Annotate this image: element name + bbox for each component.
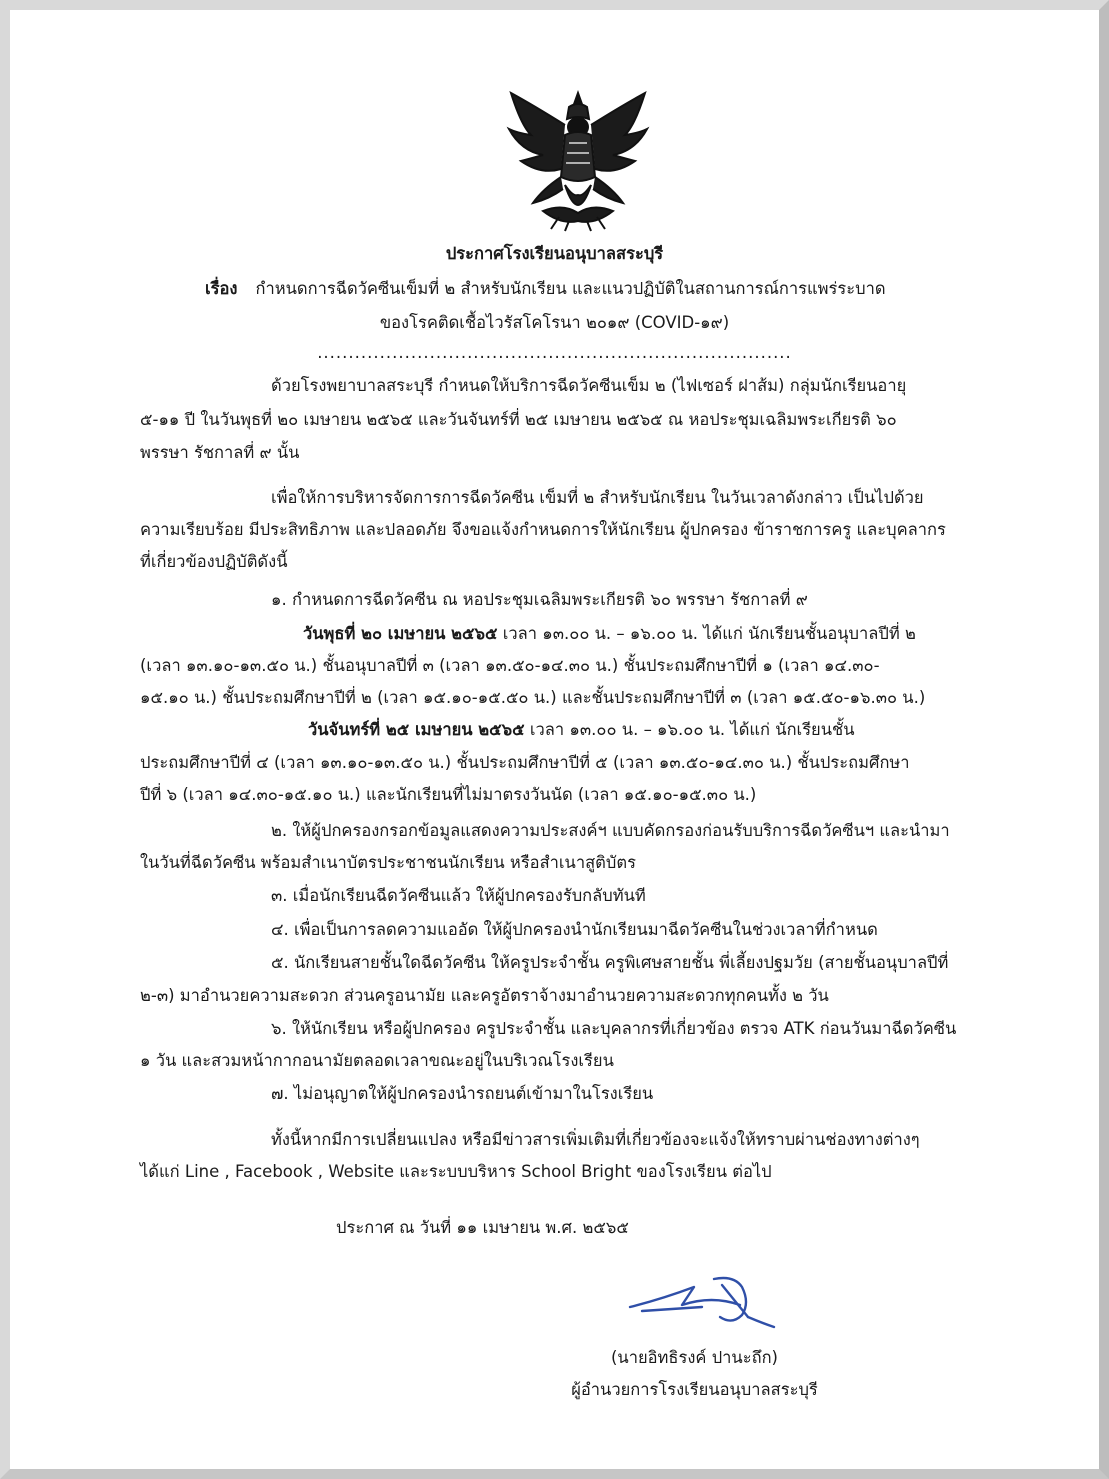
subject-text: กำหนดการฉีดวัคซีนเข็มที่ ๒ สำหรับนักเรียน และแนวปฏิบัติในสถานการณ์การแพร่ระบาด — [255, 279, 886, 298]
date-2-text: เวลา ๑๓.๐๐ น. – ๑๖.๐๐ น. ได้แก่ นักเรียนชั้น — [524, 720, 855, 739]
signatory-name: (นายอิทธิรงค์ ปานะถึก) — [610, 1348, 778, 1367]
date-1-line-1 — [303, 622, 916, 646]
date-1-line-2: (เวลา ๑๓.๑๐-๑๓.๕๐ น.) ชั้นอนุบาลปีที่ ๓ (เวลา ๑๓.๕๐-๑๔.๓๐ น.) ชั้นประถมศึกษาปีที่ ๑ (เวลา ๑๔.๓๐- — [140, 656, 880, 675]
item-6-line-1: ๖. ให้นักเรียน หรือผู้ปกครอง ครูประจำชั้น และบุคลากรที่เกี่ยวข้อง ตรวจ ATK ก่อนวันมาฉีดวัคซีน — [271, 1019, 957, 1038]
date-1-line-3: ๑๕.๑๐ น.) ชั้นประถมศึกษาปีที่ ๒ (เวลา ๑๕.๑๐-๑๕.๕๐ น.) และชั้นประถมศึกษาปีที่ ๓ (เวลา ๑๕.๕๐-๑๖.๓๐ น.) — [140, 688, 926, 707]
subject-label: เรื่อง — [205, 279, 238, 298]
separator: ............................................................................ — [317, 343, 792, 362]
item-3: ๓. เมื่อนักเรียนฉีดวัคซีนแล้ว ให้ผู้ปกครองรับกลับทันที — [271, 886, 646, 905]
announcement-date: ประกาศ ณ วันที่ ๑๑ เมษายน พ.ศ. ๒๕๖๕ — [336, 1218, 629, 1237]
paragraph-1-line-1: ด้วยโรงพยาบาลสระบุรี กำหนดให้บริการฉีดวัคซีนเข็ม ๒ (ไฟเซอร์ ฝาส้ม) กลุ่มนักเรียนอายุ — [271, 376, 907, 395]
item-6-line-2: ๑ วัน และสวมหน้ากากอนามัยตลอดเวลาขณะอยู่ในบริเวณโรงเรียน — [140, 1051, 614, 1070]
paragraph-1-line-3: พรรษา รัชกาลที่ ๙ นั้น — [140, 443, 300, 462]
item-7: ๗. ไม่อนุญาตให้ผู้ปกครองนำรถยนต์เข้ามาในโรงเรียน — [271, 1084, 654, 1103]
subject-line-2: ของโรคติดเชื้อไวรัสโคโรนา ๒๐๑๙ (COVID-๑๙) — [379, 313, 730, 332]
item-2-line-2: ในวันที่ฉีดวัคซีน พร้อมสำเนาบัตรประชาชนนักเรียน หรือสำเนาสูติบัตร — [140, 853, 636, 872]
item-2-line-1: ๒. ให้ผู้ปกครองกรอกข้อมูลแสดงความประสงค์ฯ แบบคัดกรองก่อนรับบริการฉีดวัคซีนฯ และนำมา — [271, 821, 950, 840]
date-1-bold: วันพุธที่ ๒๐ เมษายน ๒๕๖๕ — [303, 624, 498, 643]
signatory-position: ผู้อำนวยการโรงเรียนอนุบาลสระบุรี — [571, 1380, 818, 1399]
paragraph-3-line-1: ทั้งนี้หากมีการเปลี่ยนแปลง หรือมีข่าวสารเพิ่มเติมที่เกี่ยวข้องจะแจ้งให้ทราบผ่านช่องทางต่างๆ — [271, 1130, 920, 1149]
subject-line — [205, 277, 886, 301]
garuda-emblem-icon — [503, 85, 653, 235]
paragraph-2-line-1: เพื่อให้การบริหารจัดการการฉีดวัคซีน เข็มที่ ๒ สำหรับนักเรียน ในวันเวลาดังกล่าว เป็นไปด้วย — [271, 488, 924, 507]
item-5-line-2: ๒-๓) มาอำนวยความสะดวก ส่วนครูอนามัย และครูอัตราจ้างมาอำนวยความสะดวกทุกคนทั้ง ๒ วัน — [140, 986, 829, 1005]
item-5-line-1: ๕. นักเรียนสายชั้นใดฉีดวัคซีน ให้ครูประจำชั้น ครูพิเศษสายชั้น พี่เลี้ยงปฐมวัย (สายชั้นอนุบาลปีที่ — [271, 953, 949, 972]
date-2-bold: วันจันทร์ที่ ๒๕ เมษายน ๒๕๖๕ — [308, 720, 525, 739]
paragraph-3-line-2: ได้แก่ Line , Facebook , Website และระบบบริหาร School Bright ของโรงเรียน ต่อไป — [140, 1162, 772, 1181]
date-2-line-2: ประถมศึกษาปีที่ ๔ (เวลา ๑๓.๑๐-๑๓.๕๐ น.) ชั้นประถมศึกษาปีที่ ๕ (เวลา ๑๓.๕๐-๑๔.๓๐ น.) ชั้นประถมศึกษา — [140, 753, 910, 772]
signature-icon — [622, 1265, 782, 1355]
date-2-line-3: ปีที่ ๖ (เวลา ๑๔.๓๐-๑๕.๑๐ น.) และนักเรียนที่ไม่มาตรงวันนัด (เวลา ๑๕.๑๐-๑๕.๓๐ น.) — [140, 785, 757, 804]
paragraph-2-line-2: ความเรียบร้อย มีประสิทธิภาพ และปลอดภัย จึงขอแจ้งกำหนดการให้นักเรียน ผู้ปกครอง ข้าราชการครู และบุคลากร — [140, 520, 946, 539]
paragraph-1-line-2: ๕-๑๑ ปี ในวันพุธที่ ๒๐ เมษายน ๒๕๖๕ และวันจันทร์ที่ ๒๕ เมษายน ๒๕๖๕ ณ หอประชุมเฉลิมพระเกียรติ ๖๐ — [140, 410, 897, 429]
date-1-text: เวลา ๑๓.๐๐ น. – ๑๖.๐๐ น. ได้แก่ นักเรียนชั้นอนุบาลปีที่ ๒ — [497, 624, 916, 643]
date-2-line-1 — [308, 718, 855, 742]
paragraph-2-line-3: ที่เกี่ยวข้องปฏิบัติดังนี้ — [140, 552, 288, 571]
item-4: ๔. เพื่อเป็นการลดความแออัด ให้ผู้ปกครองนำนักเรียนมาฉีดวัคซีนในช่วงเวลาที่กำหนด — [271, 920, 878, 939]
item-1: ๑. กำหนดการฉีดวัคซีน ณ หอประชุมเฉลิมพระเกียรติ ๖๐ พรรษา รัชกาลที่ ๙ — [271, 590, 808, 609]
document-title: ประกาศโรงเรียนอนุบาลสระบุรี — [445, 244, 664, 263]
